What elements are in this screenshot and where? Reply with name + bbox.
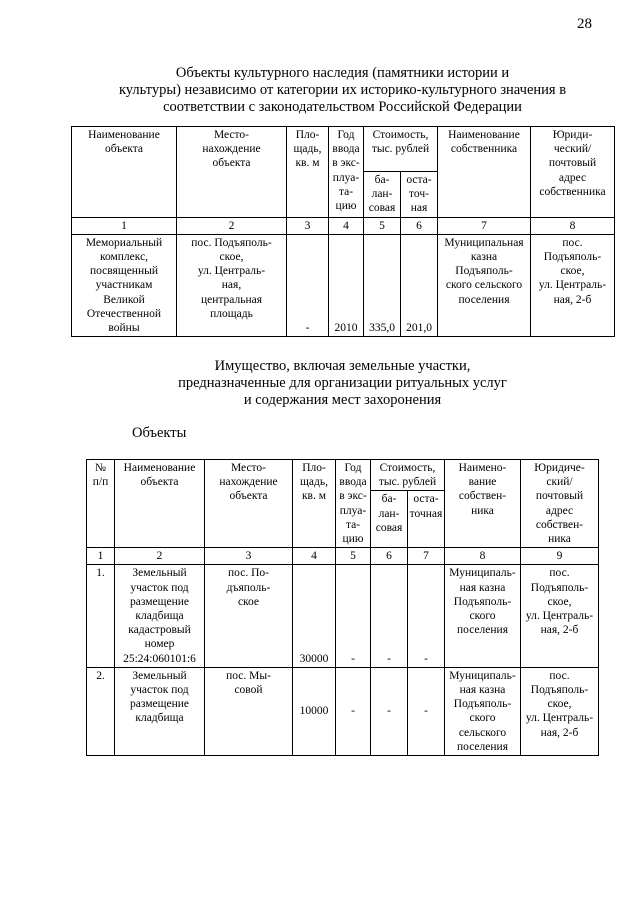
owner-cell: Муниципаль- ная казна Подъяполь- ского сельского поселения [445, 667, 521, 755]
address-cell: пос. Подъяполь- ское, ул. Централь- ная, 2-б [531, 234, 615, 336]
column-number: 5 [336, 548, 371, 565]
address-cell: пос. Подъяполь- ское, ул. Централь- ная, 2-б [521, 565, 599, 667]
header-area: Пло- щадь, кв. м [287, 127, 329, 218]
column-number: 3 [205, 548, 293, 565]
table-row [72, 234, 615, 336]
column-number: 5 [364, 217, 401, 234]
section2-subheading: Объекты [132, 425, 187, 441]
balance-cell: 335,0 [364, 234, 401, 336]
year-cell: - [336, 565, 371, 667]
balance-cell: - [371, 565, 408, 667]
section1-title-line: соответствии с законодательством Российской Федерации [163, 99, 522, 115]
column-number: 1 [72, 217, 177, 234]
page-number: 28 [577, 16, 592, 32]
header-year: Год ввода в экс- плуа- та- цию [329, 127, 364, 218]
header-address: Юридиче- ский/ почтовый адрес собствен- ника [521, 460, 599, 548]
address-cell: пос. Подъяполь- ское, ул. Централь- ная, 2-б [521, 667, 599, 755]
column-number: 7 [408, 548, 445, 565]
section1-title-line: культуры) независимо от категории их историко-культурного значения в [118, 82, 567, 98]
column-number: 7 [438, 217, 531, 234]
table-row [87, 667, 599, 755]
header-num: № п/п [87, 460, 115, 548]
column-number: 1 [87, 548, 115, 565]
table-row [87, 565, 599, 667]
cultural-heritage-table [71, 126, 615, 337]
ritual-property-table [86, 459, 599, 756]
residual-cell: - [408, 565, 445, 667]
owner-cell: Муниципаль- ная казна Подъяполь- ского поселения [445, 565, 521, 667]
residual-cell: 201,0 [401, 234, 438, 336]
header-cost: Стоимость, тыс. рублей [364, 127, 438, 172]
column-number-row [72, 217, 615, 234]
object-name-cell: Земельный участок под размещение кладбища [115, 667, 205, 755]
section1-title [60, 65, 625, 116]
header-residual: оста- точ- ная [401, 172, 438, 218]
year-cell: - [336, 667, 371, 755]
location-cell: пос. Подъяполь- ское, ул. Централь- ная, центральная площадь [177, 234, 287, 336]
header-balance: ба- лан- совая [364, 172, 401, 218]
header-area: Пло- щадь, кв. м [293, 460, 336, 548]
column-number: 4 [293, 548, 336, 565]
header-name: Наименование объекта [115, 460, 205, 548]
balance-cell: - [371, 667, 408, 755]
column-number: 6 [401, 217, 438, 234]
section2-title-line: и содержания мест захоронения [243, 392, 442, 408]
column-number: 8 [445, 548, 521, 565]
column-number: 4 [329, 217, 364, 234]
area-cell: 30000 [293, 565, 336, 667]
header-location: Место- нахождение объекта [205, 460, 293, 548]
header-year: Год ввода в экс- плуа- та- цию [336, 460, 371, 548]
header-name: Наименование объекта [72, 127, 177, 218]
header-cost: Стоимость, тыс. рублей [371, 460, 445, 491]
area-cell: 10000 [293, 667, 336, 755]
header-residual: оста- точная [408, 491, 445, 548]
header-owner: Наимено- вание собствен- ника [445, 460, 521, 548]
residual-cell: - [408, 667, 445, 755]
column-number: 2 [177, 217, 287, 234]
header-owner: Наименование собственника [438, 127, 531, 218]
location-cell: пос. Мы- совой [205, 667, 293, 755]
column-number: 2 [115, 548, 205, 565]
row-number-cell: 1. [87, 565, 115, 667]
column-number: 3 [287, 217, 329, 234]
row-number-cell: 2. [87, 667, 115, 755]
section1-title-line: Объекты культурного наследия (памятники истории и [175, 65, 510, 81]
section2-title-line: предназначенные для организации ритуальных услуг [178, 375, 507, 391]
column-number: 9 [521, 548, 599, 565]
year-cell: 2010 [329, 234, 364, 336]
owner-cell: Муниципальная казна Подъяполь- ского сельского поселения [438, 234, 531, 336]
section2-title-line: Имущество, включая земельные участки, [214, 358, 471, 374]
header-location: Место- нахождение объекта [177, 127, 287, 218]
header-balance: ба- лан- совая [371, 491, 408, 548]
header-address: Юриди- ческий/ почтовый адрес собственника [531, 127, 615, 218]
column-number-row [87, 548, 599, 565]
area-cell: - [287, 234, 329, 336]
location-cell: пос. По- дъяполь- ское [205, 565, 293, 667]
section2-title [60, 358, 625, 409]
column-number: 6 [371, 548, 408, 565]
object-name-cell: Мемориальный комплекс, посвященный участникам Великой Отечественной войны [72, 234, 177, 336]
object-name-cell: Земельный участок под размещение кладбища кадастровый номер 25:24:060101:6 [115, 565, 205, 667]
column-number: 8 [531, 217, 615, 234]
